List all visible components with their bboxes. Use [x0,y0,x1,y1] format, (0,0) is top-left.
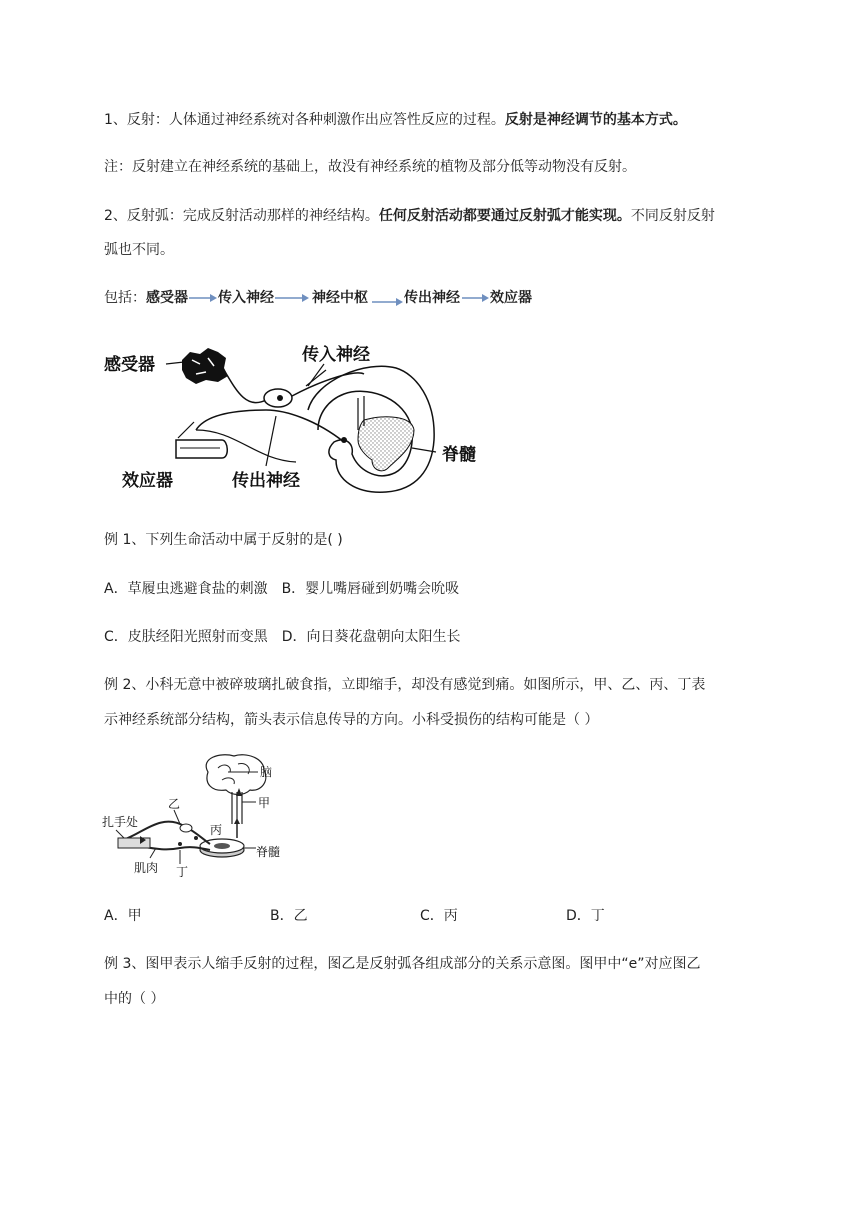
ex2-option-a: A．甲 [104,908,142,924]
flow-arrow-icon [274,292,310,304]
example1-options-row1 [104,579,459,599]
reflex-definition-bold: 反射是神经调节的基本方式。 [504,112,687,128]
reflex-arc-components [104,288,532,308]
example3-line2: 中的（ ） [104,991,165,1007]
label-yi: 乙 [168,797,181,811]
label-receptor: 感受器 [104,355,155,375]
label-afferent: 传入神经 [302,345,370,365]
reflex-arc-bold: 任何反射活动都要通过反射弧才能实现。 [378,208,631,224]
example1-options-row2 [104,627,461,647]
label-spinal-cord: 脊髓 [256,845,281,859]
reflex-arc-diagram [96,330,496,500]
example3-line1: 例 3、图甲表示人缩手反射的过程，图乙是反射弧各组成部分的关系示意图。图甲中“e”对应图乙 [104,956,701,972]
option-a: A．草履虫逃避食盐的刺激 [104,581,268,597]
paragraph-reflex-arc [104,206,715,226]
component-receptor: 感受器 [146,290,188,306]
flow-arrow-icon [460,292,490,304]
label-muscle: 肌肉 [134,861,159,875]
option-d: D．向日葵花盘朝向太阳生长 [281,629,461,645]
ex2-option-d: D．丁 [566,908,605,924]
component-efferent: 传出神经 [404,290,460,306]
example1-question: 例 1、下列生命活动中属于反射的是( ) [104,532,343,548]
label-spinal: 脊髓 [442,445,476,465]
paragraph-reflex-arc-line2: 弧也不同。 [104,242,174,258]
example2-line2: 示神经系统部分结构，箭头表示信息传导的方向。小科受损伤的结构可能是（ ） [104,712,599,728]
label-brain: 脑 [260,765,273,779]
component-center: 神经中枢 [312,290,368,306]
label-ding: 丁 [176,865,189,879]
ex2-option-b: B．乙 [270,908,308,924]
label-jia: 甲 [258,796,271,810]
label-efferent: 传出神经 [232,471,300,491]
example2-options [104,906,744,926]
option-b: B．婴儿嘴唇碰到奶嘴会吮吸 [281,581,460,597]
label-prick: 扎手处 [102,815,139,829]
finger-reflex-diagram [100,752,300,882]
label-effector: 效应器 [122,471,173,491]
components-prefix: 包括： [104,290,146,306]
reflex-arc-text: 2、反射弧：完成反射活动那样的神经结构。 [104,208,379,224]
flow-arrow-icon [188,292,218,304]
example2-line1: 例 2、小科无意中被碎玻璃扎破食指，立即缩手，却没有感觉到痛。如图所示，甲、乙、丙、丁表 [104,677,706,693]
component-effector: 效应器 [490,290,532,306]
ex2-option-c: C．丙 [420,908,458,924]
label-bing: 丙 [210,823,223,837]
reflex-arc-tail: 不同反射反射 [630,208,715,224]
reflex-definition-text: 1、反射：人体通过神经系统对各种刺激作出应答性反应的过程。 [104,112,505,128]
paragraph-note: 注：反射建立在神经系统的基础上，故没有神经系统的植物及部分低等动物没有反射。 [104,159,636,175]
option-c: C．皮肤经阳光照射而变黑 [104,629,268,645]
flow-arrow-icon [368,290,404,306]
paragraph-reflex-definition [104,110,687,130]
component-afferent: 传入神经 [218,290,274,306]
receptor-blob [182,348,228,384]
